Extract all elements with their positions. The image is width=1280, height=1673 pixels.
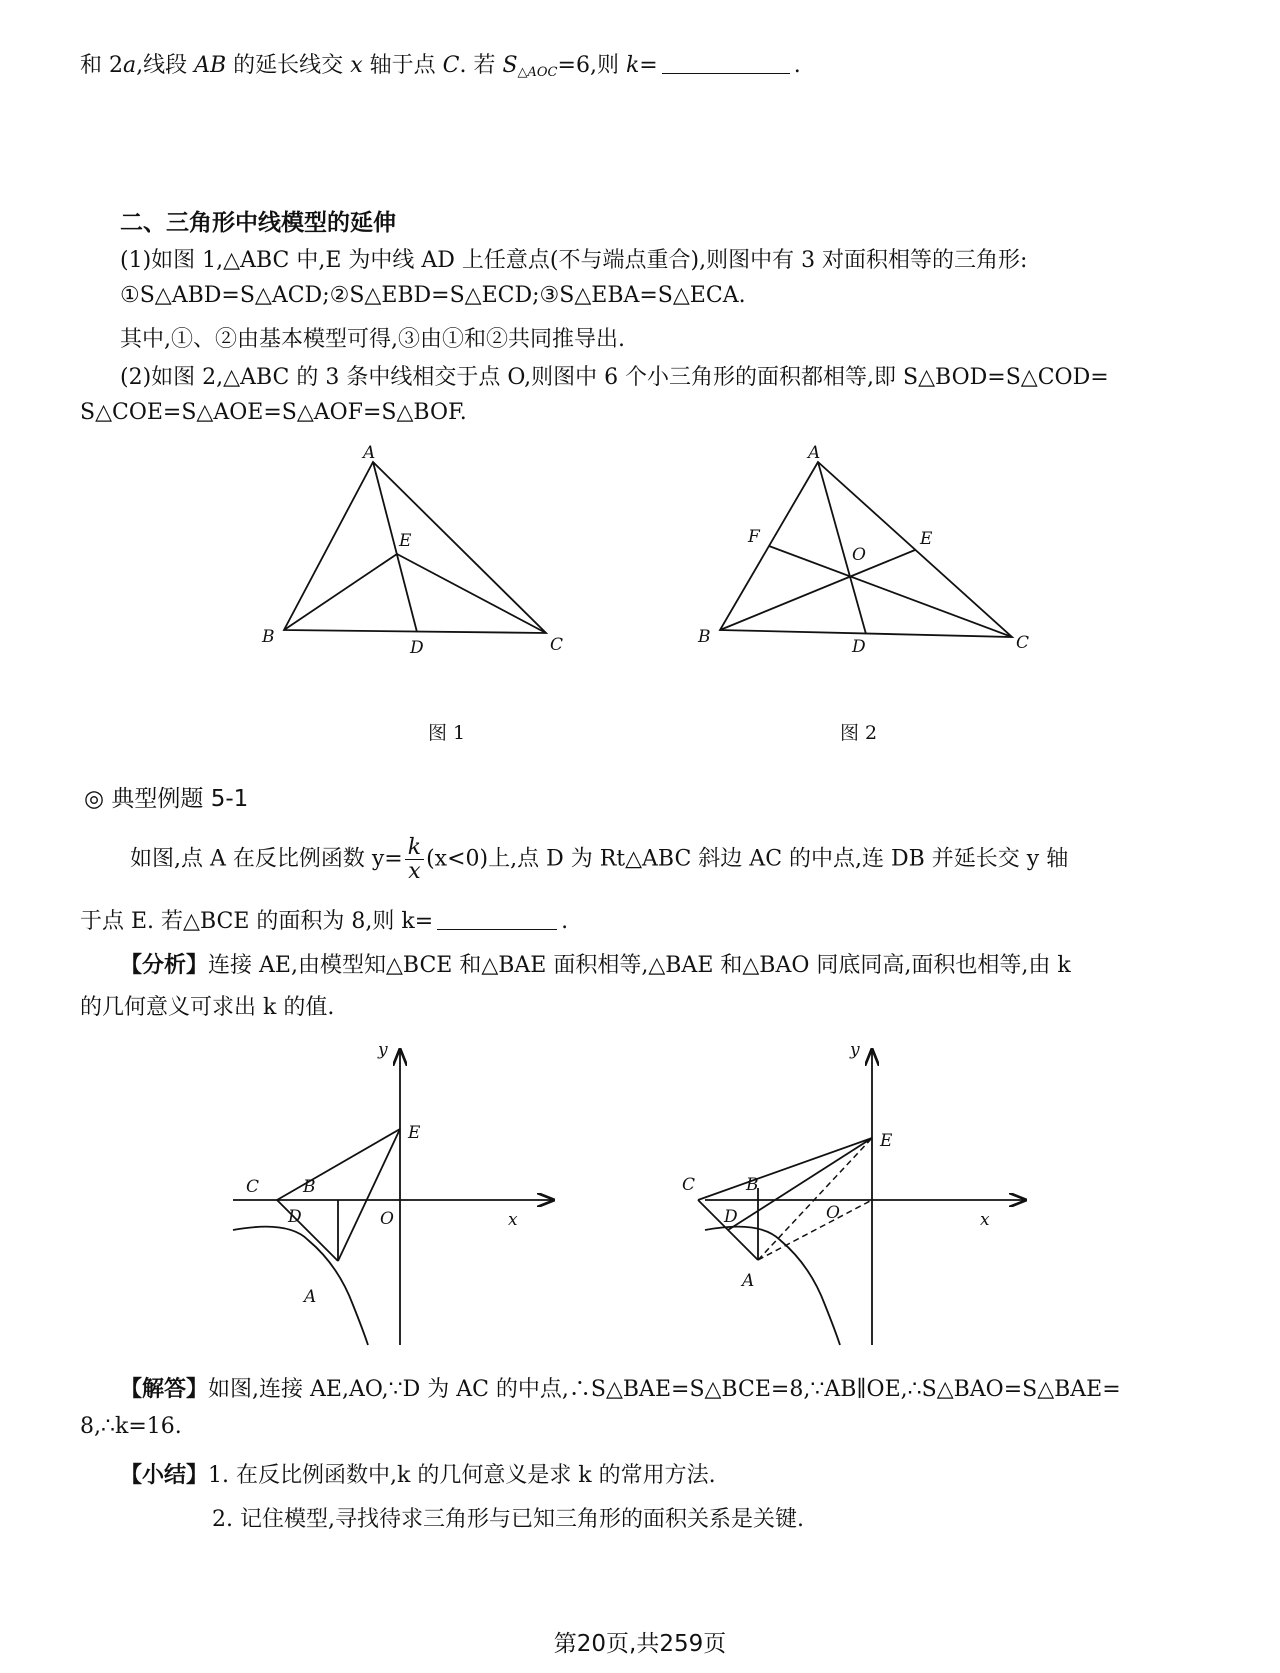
triangle-abc-2: [720, 462, 1012, 637]
graph2-label-e: E: [880, 1131, 893, 1151]
fig1-label-b: B: [262, 627, 275, 647]
segment-be: [284, 554, 397, 630]
fig1-label-a: A: [363, 443, 376, 463]
graph1-label-c: C: [246, 1177, 260, 1197]
fig2-label-e: E: [920, 529, 933, 549]
graph1-label-y: y: [378, 1040, 388, 1060]
fig2-label-b: B: [698, 627, 711, 647]
fig2-label-c: C: [1016, 633, 1030, 653]
figure-1-caption: 图 1: [428, 722, 466, 744]
graph2-label-y: y: [850, 1040, 860, 1060]
graph2-label-b: B: [746, 1175, 759, 1195]
graph1-label-b: B: [303, 1177, 316, 1197]
fig2-label-a: A: [808, 443, 821, 463]
section-paragraph-2: ①S△ABD=S△ACD;②S△EBD=S△ECD;③S△EBA=S△ECA.: [120, 283, 746, 308]
section-paragraph-4: (2)如图 2,△ABC 的 3 条中线相交于点 O,则图中 6 个小三角形的面积都相等,即 S△BOD=S△COD=: [120, 365, 1109, 390]
segment-ae: [338, 1129, 400, 1261]
fig1-label-e: E: [399, 531, 412, 551]
analysis-line-1: 【分析】连接 AE,由模型知△BCE 和△BAE 面积相等,△BAE 和△BAO 同底同高,面积也相等,由 k: [120, 953, 1071, 978]
graph2-label-a: A: [742, 1271, 755, 1291]
figure-2: [690, 440, 1050, 670]
graph-2: [682, 1040, 1040, 1350]
section-paragraph-3: 其中,①、②由基本模型可得,③由①和②共同推导出.: [120, 327, 625, 352]
section-paragraph-1: (1)如图 1,△ABC 中,E 为中线 AD 上任意点(不与端点重合),则图中有 3 对面积相等的三角形:: [120, 248, 1028, 273]
graph1-label-x: x: [508, 1210, 518, 1230]
figure-2-caption: 图 2: [840, 722, 878, 744]
fig1-label-d: D: [410, 638, 424, 658]
fig2-label-f: F: [748, 527, 760, 547]
analysis-line-2: 的几何意义可求出 k 的值.: [80, 995, 335, 1020]
graph1-label-e: E: [408, 1123, 421, 1143]
graph2-label-x: x: [980, 1210, 990, 1230]
summary-line-1: 【小结】1. 在反比例函数中,k 的几何意义是求 k 的常用方法.: [120, 1463, 716, 1488]
graph2-label-c: C: [682, 1175, 696, 1195]
answer-blank-2: [437, 911, 557, 930]
summary-line-2: 2. 记住模型,寻找待求三角形与已知三角形的面积关系是关键.: [212, 1507, 804, 1532]
dashed-ao: [758, 1200, 872, 1260]
graph-1: [228, 1040, 568, 1350]
graph1-label-d: D: [288, 1207, 302, 1227]
segment-ca: [277, 1200, 338, 1261]
fig1-label-c: C: [550, 635, 564, 655]
intro-line: 和 2a,线段 AB 的延长线交 x 轴于点 C. 若 $S_{\triangle AOC}=6$,则 k= .: [80, 53, 801, 80]
fraction-k-over-x: $\frac{k}{x}$: [405, 836, 424, 883]
question-line-1: 如图,点 A 在反比例函数 y= $\frac{k}{x}$ (x<0)上,点 D 为 Rt△ABC 斜边 AC 的中点,连 DB 并延长交 y 轴: [130, 835, 1069, 885]
fig2-label-d: D: [852, 637, 866, 657]
triangle-abc: [284, 462, 546, 633]
summary-tag: 【小结】: [120, 1463, 209, 1488]
section-paragraph-5: S△COE=S△AOE=S△AOF=S△BOF.: [80, 400, 467, 425]
graph2-label-o: O: [826, 1203, 840, 1223]
figure-1: [250, 440, 590, 670]
hyperbola-curve: [233, 1227, 368, 1345]
segment-ce: [397, 554, 546, 633]
answer-line-2: 8,∴k=16.: [80, 1414, 182, 1439]
example-title: ◎ 典型例题 5-1: [84, 786, 249, 812]
answer-tag: 【解答】: [120, 1377, 209, 1402]
segment-ce: [277, 1129, 400, 1200]
question-line-2: 于点 E. 若△BCE 的面积为 8,则 k= .: [80, 909, 569, 934]
answer-blank: [662, 55, 790, 74]
section-heading: 二、三角形中线模型的延伸: [120, 210, 396, 236]
fig2-label-o: O: [852, 545, 866, 565]
graph2-label-d: D: [724, 1207, 738, 1227]
answer-line-1: 【解答】如图,连接 AE,AO,∵D 为 AC 的中点,∴S△BAE=S△BCE=8,∵AB∥OE,∴S△BAO=S△BAE=: [120, 1377, 1121, 1402]
page-number: 第20页,共259页: [553, 1631, 727, 1657]
graph1-label-o: O: [380, 1209, 394, 1229]
analysis-tag: 【分析】: [120, 953, 209, 978]
segment-ce-2: [698, 1138, 872, 1200]
graph1-label-a: A: [304, 1287, 317, 1307]
